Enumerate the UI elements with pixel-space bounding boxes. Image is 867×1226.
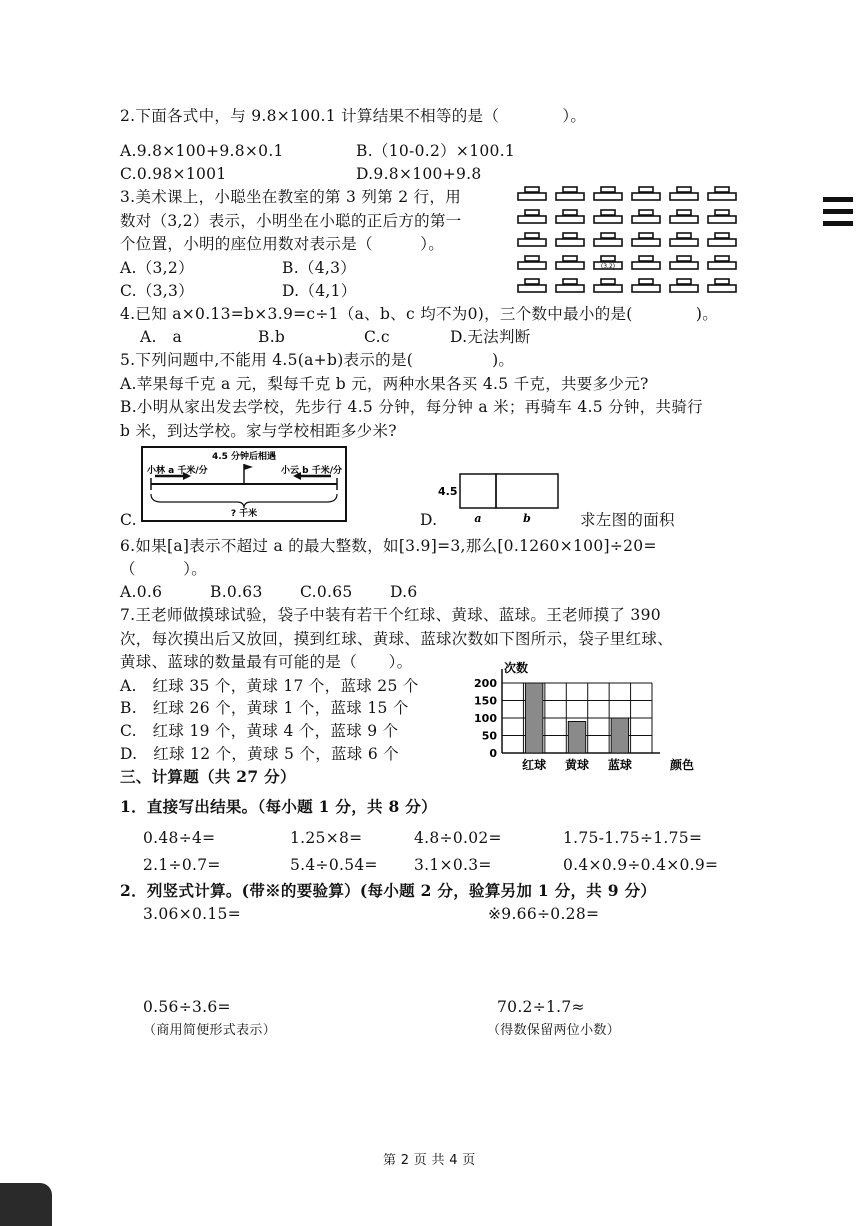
q3-line2: 数对（3,2）表示，小明坐在小聪的正后方的第一 [120, 212, 462, 230]
desk-icon [556, 187, 584, 200]
vertical-calc-item: 3.06×0.15= [143, 905, 241, 923]
category-label: 蓝球 [607, 758, 632, 772]
q5-option-c-label: C. [120, 511, 137, 529]
y-tick-label: 0 [489, 747, 497, 760]
page-footer: 第 2 页 共 4 页 [383, 1153, 476, 1168]
q6-option-d: D.6 [390, 583, 418, 601]
desk-icon [556, 233, 584, 246]
q7-line2: 次，每次摸出后又放回，摸到红球、黄球、蓝球次数如下图所示，袋子里红球、 [120, 630, 674, 648]
desk-icon [556, 210, 584, 223]
calc-note: （得数保留两位小数） [487, 1023, 621, 1038]
right-speed-label: 小云 b 千米/分 [281, 466, 342, 476]
ball-count-bar-chart [462, 660, 695, 775]
vertical-calc-item: 0.56÷3.6= [143, 998, 231, 1016]
q4-option-c: C.c [364, 328, 390, 346]
desk-icon [518, 233, 546, 246]
desk-icon [518, 279, 546, 292]
desk-icon [632, 187, 660, 200]
seat-label: (3,2) [600, 263, 616, 270]
q7-option-d: D. 红球 12 个，黄球 5 个，蓝球 6 个 [120, 745, 400, 763]
calc-item: 0.4×0.9÷0.4×0.9= [563, 856, 719, 874]
q7-option-c: C. 红球 19 个，黄球 4 个，蓝球 9 个 [120, 722, 399, 740]
q2-option-a: A.9.8×100+9.8×0.1 [120, 142, 284, 160]
desk-icon [594, 187, 622, 200]
q3-option-b: B.（4,3） [282, 259, 357, 277]
q4-option-b: B.b [258, 328, 286, 346]
bar-1 [525, 683, 542, 753]
part1-title: 1．直接写出结果。（每小题 1 分，共 8 分） [120, 797, 437, 816]
category-label: 红球 [522, 758, 547, 772]
desk-icon [708, 279, 736, 292]
part2-title: 2．列竖式计算。(带※的要验算）(每小题 2 分，验算另加 1 分，共 9 分） [120, 881, 657, 900]
q2-stem: 2.下面各式中，与 9.8×100.1 计算结果不相等的是（ ）。 [120, 107, 587, 125]
desk-icon [708, 256, 736, 269]
y-tick-label: 100 [474, 712, 497, 725]
page-edge-marker [823, 197, 853, 233]
width-b-label: b [523, 512, 531, 525]
desk-icon [670, 187, 698, 200]
classroom-seat-diagram [514, 183, 744, 298]
q5-option-d-text: 求左图的面积 [580, 511, 675, 529]
q3-line1: 3.美术课上，小聪坐在教室的第 3 列第 2 行，用 [120, 188, 462, 206]
y-tick-label: 50 [481, 729, 497, 743]
q3-option-d: D.（4,1） [282, 282, 357, 300]
desk-icon [594, 256, 622, 270]
vertical-calc-item: ※9.66÷0.28= [488, 905, 600, 923]
calc-item: 3.1×0.3= [414, 856, 492, 874]
q3-option-c: C.（3,3） [120, 282, 194, 300]
calc-item: 5.4÷0.54= [290, 856, 378, 874]
q4-stem: 4.已知 a×0.13=b×3.9=c÷1（a、b、c 均不为0)，三个数中最小的是( )。 [120, 305, 718, 323]
height-label: 4.5 [438, 485, 458, 498]
q7-line3: 黄球、蓝球的数量最有可能的是（ ）。 [120, 653, 413, 671]
q4-option-a: A. a [140, 328, 183, 346]
desk-icon [632, 210, 660, 223]
q3-line3: 个位置，小明的座位用数对表示是（ ）。 [120, 235, 445, 253]
q5-option-b-line1: B.小明从家出发去学校，先步行 4.5 分钟，每分钟 a 米；再骑车 4.5 分钟，共骑行 [120, 398, 703, 416]
y-tick-label: 150 [474, 694, 497, 708]
desk-icon [594, 210, 622, 223]
bar-3 [611, 718, 628, 753]
desk-icon [518, 210, 546, 223]
q5-option-d-label: D. [420, 511, 438, 529]
q5-stem: 5.下列问题中,不能用 4.5(a+b)表示的是( )。 [120, 351, 515, 369]
q7-option-a: A. 红球 35 个，黄球 17 个，蓝球 25 个 [120, 677, 419, 695]
bar-2 [568, 722, 585, 754]
q5-option-a: A.苹果每千克 a 元，梨每千克 b 元，两种水果各买 4.5 千克，共要多少元? [120, 375, 649, 393]
desk-icon [594, 279, 622, 292]
section3-title: 三、计算题（共 27 分） [120, 767, 296, 786]
desk-icon [708, 187, 736, 200]
calc-item: 0.48÷4= [143, 829, 216, 847]
calc-note: （商用简便形式表示） [143, 1023, 277, 1038]
desk-icon [632, 279, 660, 292]
meet-label: 4.5 分钟后相遇 [211, 452, 277, 462]
desk-icon [708, 210, 736, 223]
q5-option-b-line2: b 米，到达学校。家与学校相距多少米? [120, 422, 397, 440]
scan-corner [0, 1183, 52, 1226]
desk-icon [670, 233, 698, 246]
q6-option-a: A.0.6 [120, 583, 163, 601]
q6-option-c: C.0.65 [300, 583, 353, 601]
q6-line2: （ ）。 [120, 560, 208, 578]
rect-a [460, 474, 496, 508]
calc-item: 1.25×8= [290, 829, 363, 847]
desk-icon [708, 233, 736, 246]
q5-area-diagram [436, 472, 566, 528]
q7-option-b: B. 红球 26 个，黄球 1 个，蓝球 15 个 [120, 699, 409, 717]
left-speed-label: 小林 a 千米/分 [147, 466, 208, 476]
calc-item: 2.1÷0.7= [143, 856, 221, 874]
distance-brace [151, 494, 337, 508]
q6-line1: 6.如果[a]表示不超过 a 的最大整数，如[3.9]=3,那么[0.1260×100]÷20= [120, 537, 657, 555]
desk-icon [594, 233, 622, 246]
calc-item: 4.8÷0.02= [414, 829, 502, 847]
q7-line1: 7.王老师做摸球试验，袋子中装有若干个红球、黄球、蓝球。王老师摸了 390 [120, 606, 661, 624]
q3-option-a: A.（3,2） [120, 259, 194, 277]
width-a-label: a [474, 512, 482, 525]
vertical-calc-item: 70.2÷1.7≈ [497, 998, 585, 1016]
y-tick-label: 200 [474, 677, 497, 690]
q2-option-b: B.（10-0.2）×100.1 [356, 142, 516, 160]
x-axis-label: 颜色 [669, 758, 695, 772]
distance-label: ? 千米 [230, 509, 258, 519]
rect-b [496, 474, 558, 508]
desk-icon [518, 256, 546, 269]
category-label: 黄球 [564, 758, 590, 772]
q4-option-d: D.无法判断 [450, 328, 531, 346]
q2-option-d: D.9.8×100+9.8 [356, 165, 482, 183]
desk-icon [670, 279, 698, 292]
desk-icon [556, 279, 584, 292]
q6-option-b: B.0.63 [210, 583, 263, 601]
desk-icon [518, 187, 546, 200]
desk-icon [632, 233, 660, 246]
desk-icon [670, 210, 698, 223]
calc-item: 1.75-1.75÷1.75= [563, 829, 703, 847]
desk-icon [670, 256, 698, 269]
q2-option-c: C.0.98×1001 [120, 165, 227, 183]
q5-meeting-diagram [141, 446, 347, 522]
desk-icon [556, 256, 584, 269]
desk-icon [632, 256, 660, 269]
y-axis-label: 次数 [504, 661, 529, 675]
